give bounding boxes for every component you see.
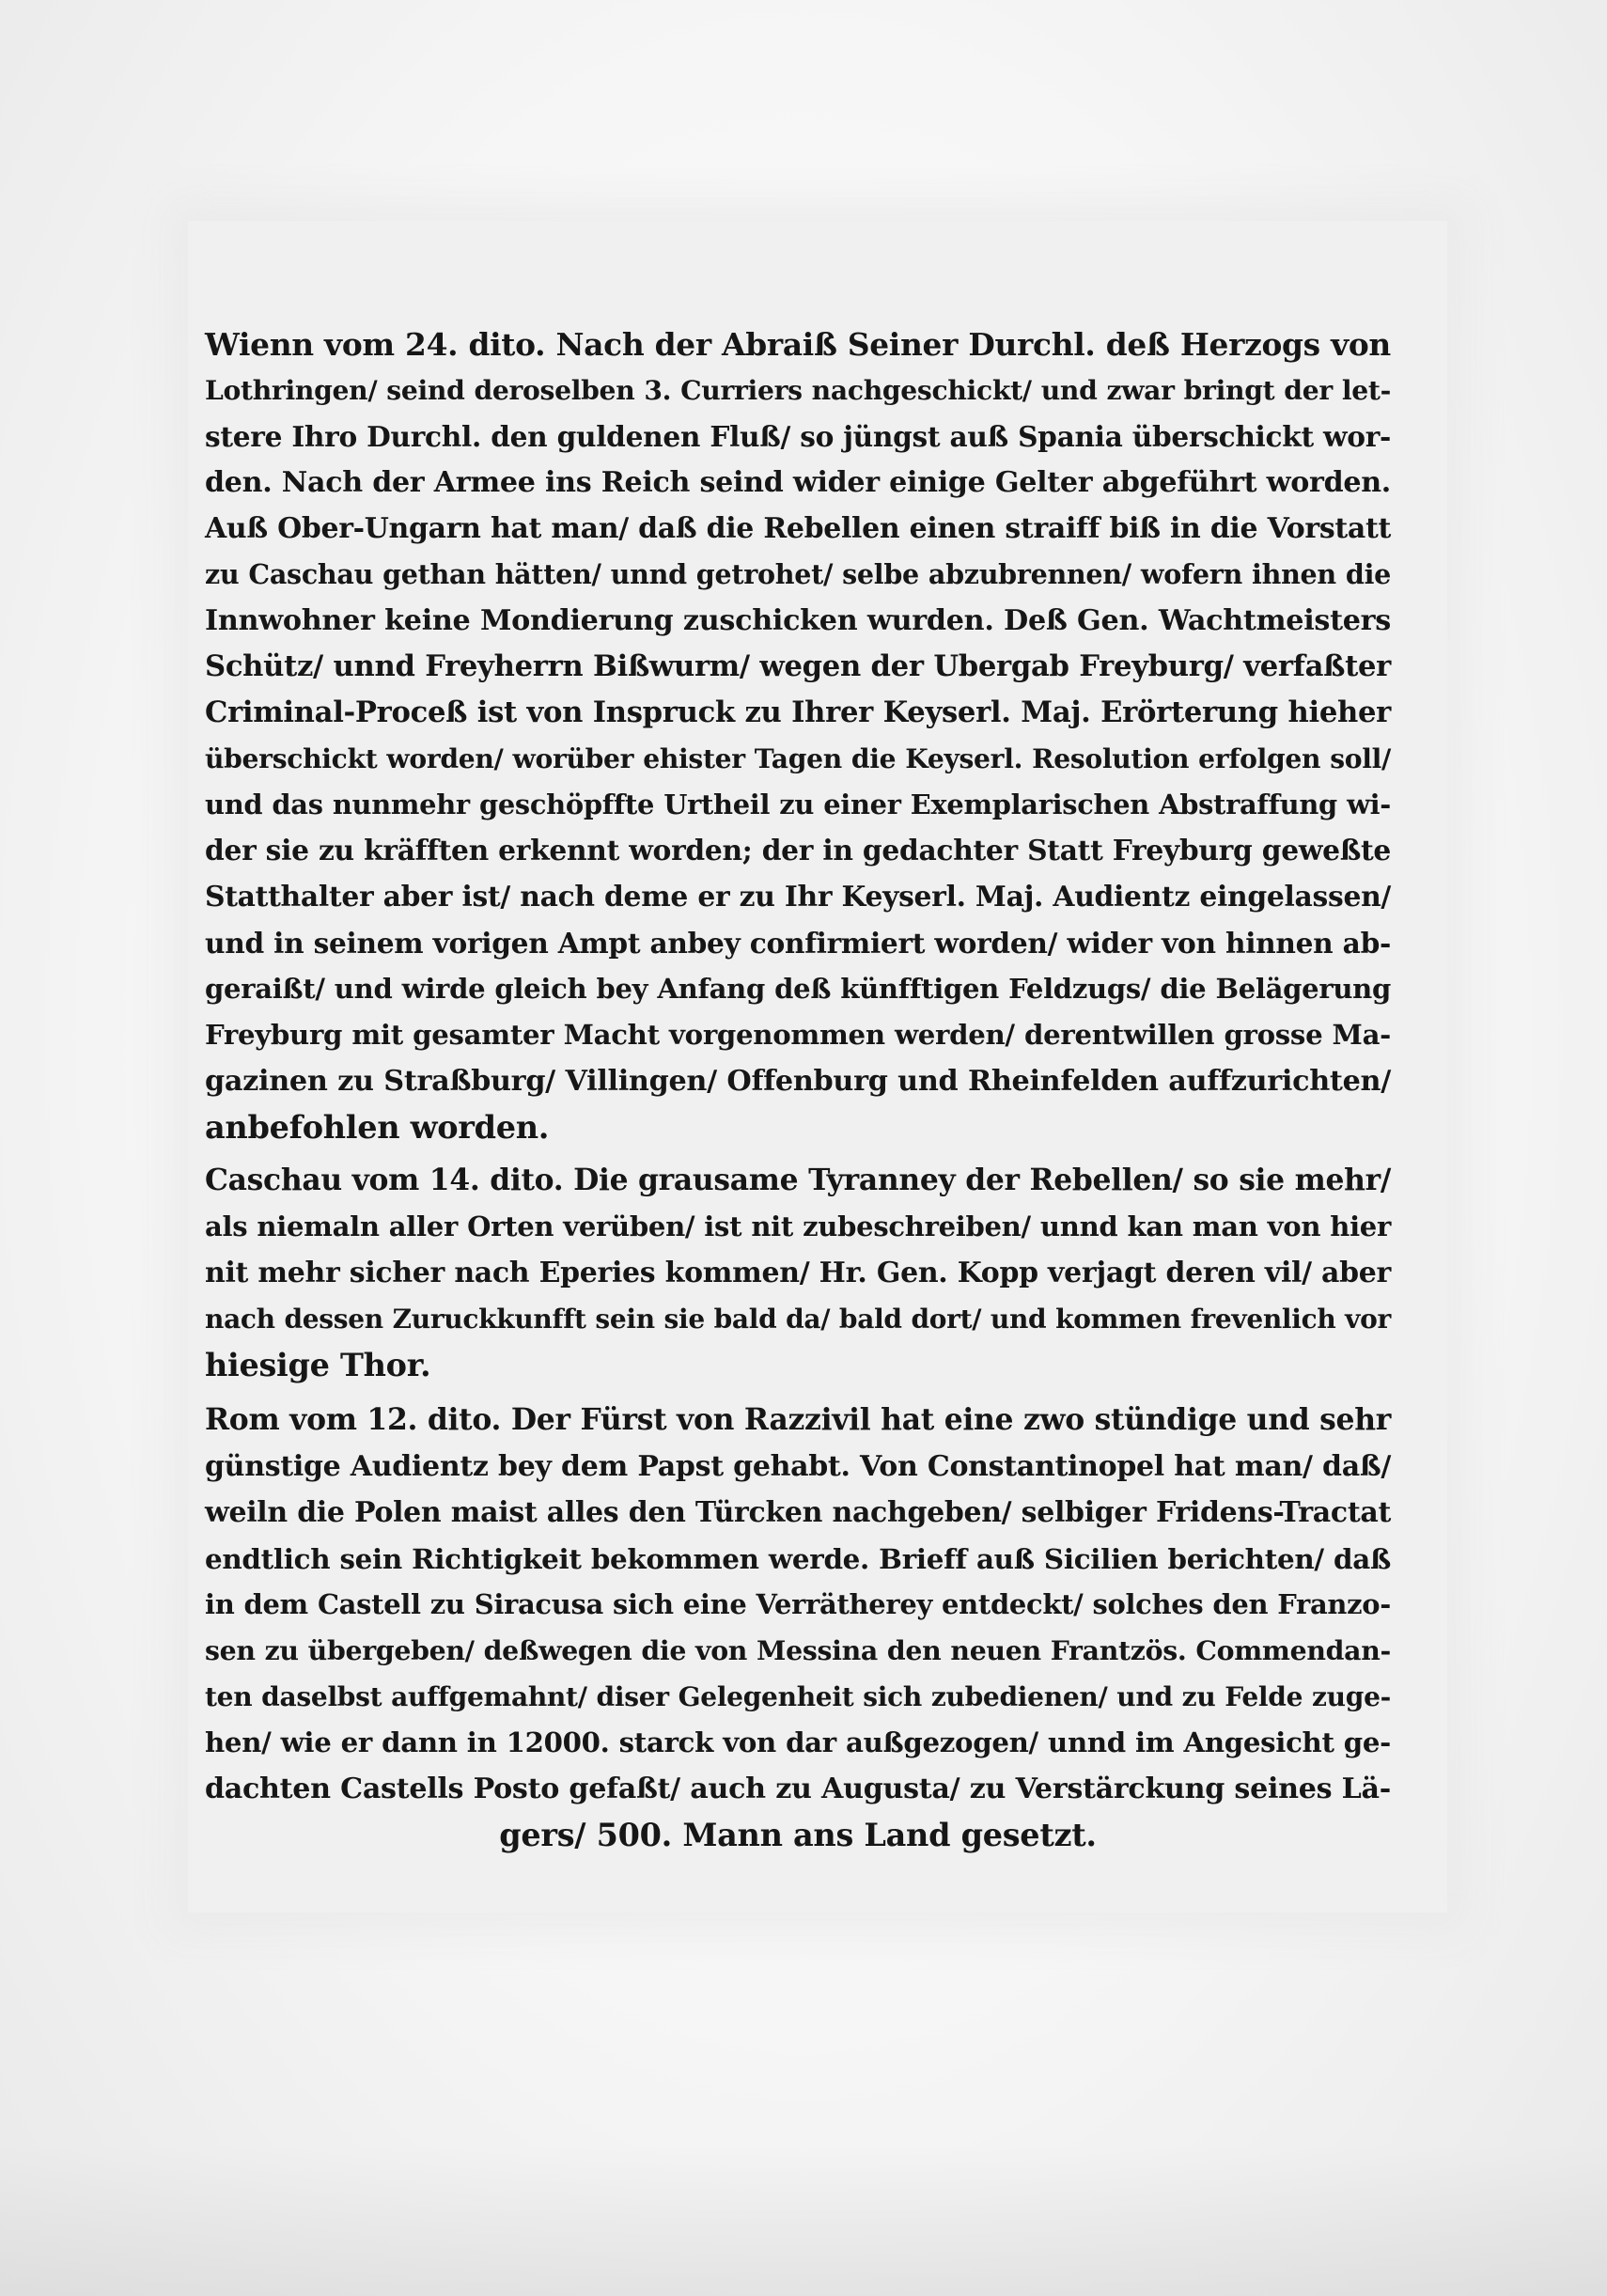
article-rom xyxy=(205,1398,1391,1858)
text-line: Schütz/ unnd Freyherrn Bißwurm/ wegen der Ubergab Freyburg/ verfaßter xyxy=(205,649,1391,683)
text-line: günstige Audientz bey dem Papst gehabt. Von Constantinopel hat man/ daß/ xyxy=(205,1450,1391,1483)
article-vienna xyxy=(205,321,1391,1150)
text-line: zu Caschau gethan hätten/ unnd getrohet/ selbe abzubrennen/ wofern ihnen die xyxy=(205,558,1391,590)
text-line: gers/ 500. Mann ans Land gesetzt. xyxy=(499,1817,1097,1853)
text-line: Statthalter aber ist/ nach deme er zu Ihr Keyserl. Maj. Audientz eingelassen/ xyxy=(205,881,1391,914)
text-line: dachten Castells Posto gefaßt/ auch zu Augusta/ zu Verstärckung seines Lä- xyxy=(205,1773,1391,1805)
text-line: in dem Castell zu Siracusa sich eine Verrätherey entdeckt/ solches den Franzo- xyxy=(205,1588,1391,1620)
text-line: geraißt/ und wirde gleich bey Anfang deß künfftigen Feldzugs/ die Belägerung xyxy=(205,973,1391,1005)
text-line: der sie zu kräfften erkennt worden; der in gedachter Statt Freyburg geweßte xyxy=(205,835,1391,867)
text-line: stere Ihro Durchl. den guldenen Fluß/ so jüngst auß Spania überschickt wor- xyxy=(205,420,1391,453)
article-caschau xyxy=(205,1158,1391,1388)
text-line: hiesige Thor. xyxy=(205,1347,431,1383)
text-line: nach dessen Zuruckkunfft sein sie bald da/ bald dort/ und kommen frevenlich vor xyxy=(205,1304,1391,1335)
text-line: und in seinem vorigen Ampt anbey confirmiert worden/ wider von hinnen ab- xyxy=(205,927,1391,960)
text-line: sen zu übergeben/ deßwegen die von Messina den neuen Frantzös. Commendan- xyxy=(205,1634,1391,1666)
text-line: Caschau vom 14. dito. Die grausame Tyranney der Rebellen/ so sie mehr/ xyxy=(205,1164,1391,1197)
text-line: als niemaln aller Orten verüben/ ist nit zubeschreiben/ unnd kan man von hier xyxy=(205,1210,1391,1242)
text-line: den. Nach der Armee ins Reich seind wider einige Gelter abgeführt worden. xyxy=(205,466,1391,499)
text-line: endtlich sein Richtigkeit bekommen werde. Brieff auß Sicilien berichten/ daß xyxy=(205,1542,1391,1575)
text-line: anbefohlen worden. xyxy=(205,1109,550,1146)
text-line: Auß Ober-Ungarn hat man/ daß die Rebellen einen straiff biß in die Vorstatt xyxy=(205,512,1391,545)
text-line: Innwohner keine Mondierung zuschicken wurden. Deß Gen. Wachtmeisters xyxy=(205,604,1391,637)
text-line: nit mehr sicher nach Eperies kommen/ Hr. Gen. Kopp verjagt deren vil/ aber xyxy=(205,1257,1391,1289)
text-line: und das nunmehr geschöpffte Urtheil zu einer Exemplarischen Abstraffung wi- xyxy=(205,789,1391,820)
text-line: Rom vom 12. dito. Der Fürst von Razzivil hat eine zwo stündige und sehr xyxy=(205,1403,1391,1437)
text-line: Wienn vom 24. dito. Nach der Abraiß Seiner Durchl. deß Herzogs von xyxy=(205,326,1391,363)
text-line: hen/ wie er dann in 12000. starck von dar außgezogen/ unnd im Angesicht ge- xyxy=(205,1726,1391,1758)
text-line: ten daselbst auffgemahnt/ diser Gelegenheit sich zubedienen/ und zu Felde zuge- xyxy=(205,1681,1391,1712)
text-line: überschickt worden/ worüber ehister Tagen die Keyserl. Resolution erfolgen soll/ xyxy=(205,743,1391,774)
page-edge-shadow xyxy=(0,2146,1607,2296)
text-line: Criminal-Proceß ist von Inspruck zu Ihrer Keyserl. Maj. Erörterung hieher xyxy=(205,695,1391,729)
text-line: gazinen zu Straßburg/ Villingen/ Offenburg und Rheinfelden auffzurichten/ xyxy=(205,1065,1391,1098)
text-line: weiln die Polen maist alles den Türcken nachgeben/ selbiger Fridens-Tractat xyxy=(205,1496,1391,1529)
text-line: Lothringen/ seind deroselben 3. Curriers nachgeschickt/ und zwar bringt der let- xyxy=(205,375,1391,406)
text-line: Freyburg mit gesamter Macht vorgenommen werden/ derentwillen grosse Ma- xyxy=(205,1019,1391,1051)
